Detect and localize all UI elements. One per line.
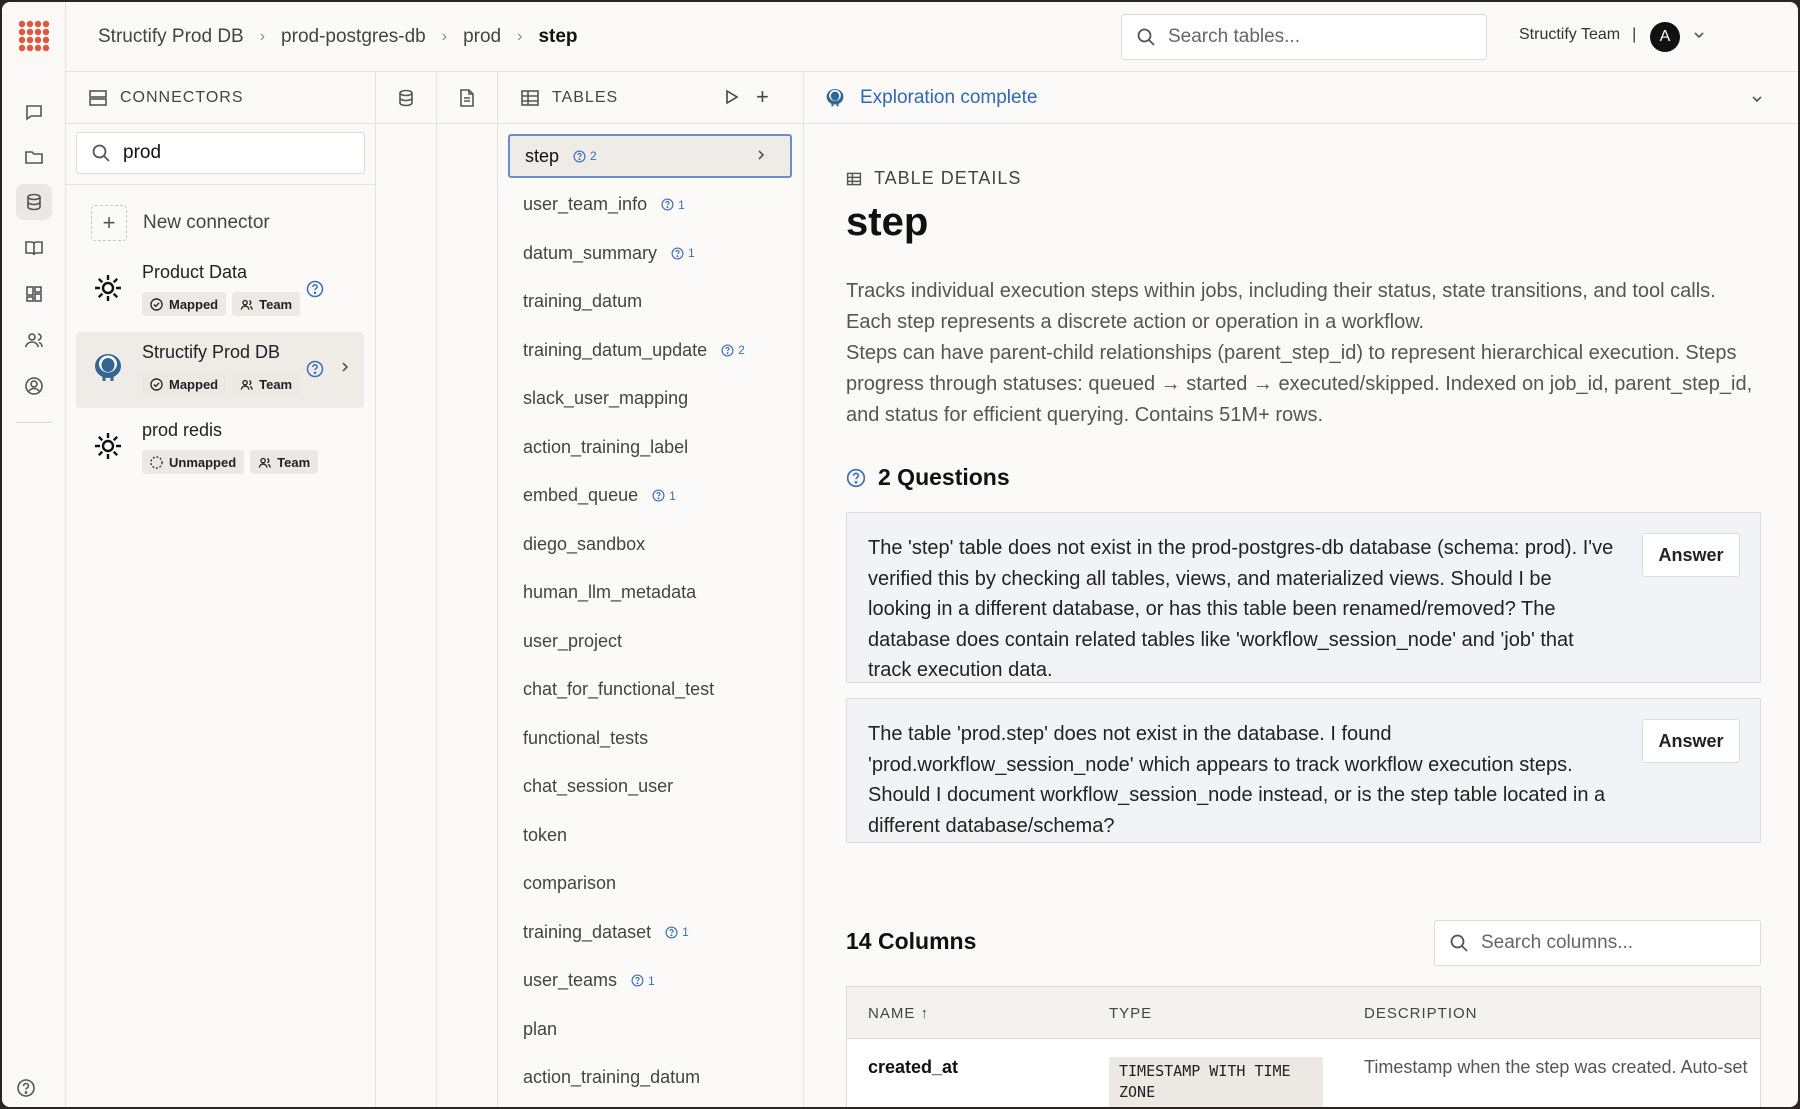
section-label <box>846 168 1021 189</box>
status-label: Mapped <box>169 296 219 312</box>
table-item[interactable] <box>508 522 792 566</box>
table-detail-panel <box>804 72 1798 1107</box>
breadcrumb <box>66 26 578 48</box>
column-header-type: TYPE <box>1109 1005 1153 1022</box>
status-label: Unmapped <box>169 454 237 470</box>
table-item[interactable] <box>508 571 792 615</box>
question-count-value: 2 <box>590 149 597 163</box>
table-name: user_teams <box>523 970 618 990</box>
table-item[interactable] <box>508 765 792 809</box>
scope-label: Team <box>259 296 293 312</box>
table-item[interactable] <box>508 134 792 178</box>
table-name: training_datum <box>523 291 643 311</box>
question-text: The table 'prod.step' does not exist in the database. I found 'prod.workflow_session_node' which appears to track workflow execution steps. Should I document workflow_session_node instead, or is the step table located in a different database/schema? <box>868 723 1606 837</box>
page-title: step <box>846 200 929 244</box>
table-item[interactable] <box>508 183 792 227</box>
tables-panel <box>498 72 804 1107</box>
table-item[interactable] <box>508 862 792 906</box>
question-icon[interactable] <box>306 360 324 383</box>
gear-icon <box>90 428 126 464</box>
question-count-value: 1 <box>648 973 655 988</box>
question-count[interactable] <box>721 343 745 357</box>
question-count-value: 1 <box>678 197 685 212</box>
connector-name: Product Data <box>142 262 248 282</box>
table-item[interactable] <box>508 668 792 712</box>
chevron-right-icon: › <box>259 27 266 45</box>
rail-divider <box>16 422 52 423</box>
breadcrumb-table: step <box>538 25 578 47</box>
avatar[interactable]: A <box>1650 22 1680 52</box>
connector-search-value: prod <box>123 142 162 163</box>
users-icon <box>240 298 253 311</box>
table-name: comparison <box>523 873 617 893</box>
breadcrumb-schema[interactable]: prod <box>463 25 502 47</box>
scope-badge <box>232 372 300 396</box>
table-name: action_training_datum <box>523 1067 701 1087</box>
folder-icon[interactable] <box>16 139 52 175</box>
chevron-right-icon[interactable] <box>338 360 352 379</box>
column-header-name[interactable]: NAME ↑ <box>868 1005 930 1022</box>
play-icon[interactable] <box>722 88 752 111</box>
status-badge <box>142 450 244 474</box>
table-name: datum_summary <box>523 242 658 263</box>
table-name: diego_sandbox <box>523 533 646 554</box>
search-tables-input[interactable] <box>1121 14 1487 60</box>
table-name: chat_session_user <box>523 776 674 796</box>
table-name: training_dataset <box>523 921 652 942</box>
database-column <box>376 72 437 1107</box>
question-card <box>846 698 1761 843</box>
table-item[interactable] <box>508 280 792 324</box>
question-card <box>846 512 1761 683</box>
chevron-right-icon: › <box>517 27 523 45</box>
table-name: user_project <box>523 630 623 651</box>
account-icon[interactable] <box>16 368 52 404</box>
chat-icon[interactable] <box>16 94 52 130</box>
tables-title: TABLES <box>552 88 619 106</box>
team-switcher[interactable] <box>1519 26 1648 44</box>
question-count-value: 2 <box>738 343 745 357</box>
help-icon[interactable] <box>16 1078 36 1103</box>
server-icon <box>88 88 108 108</box>
search-placeholder: Search tables... <box>1168 26 1301 47</box>
table-item[interactable] <box>508 377 792 421</box>
status-badge <box>142 372 226 396</box>
column-name: created_at <box>868 1057 959 1077</box>
table-name: human_llm_metadata <box>523 582 697 602</box>
connectors-title: CONNECTORS <box>120 88 244 106</box>
question-icon <box>573 150 586 163</box>
table-header <box>847 987 1760 1039</box>
question-icon <box>671 247 684 260</box>
tables-header <box>498 72 803 124</box>
chevron-down-icon[interactable] <box>1750 90 1778 112</box>
left-rail <box>2 2 66 1107</box>
table-item[interactable] <box>508 910 792 954</box>
table-name: user_team_info <box>523 194 648 214</box>
table-item[interactable] <box>508 813 792 857</box>
table-item[interactable] <box>508 1007 792 1051</box>
database-icon[interactable] <box>376 72 436 124</box>
table-name: chat_for_functional_test <box>523 679 715 699</box>
question-icon[interactable] <box>306 280 324 303</box>
search-icon <box>91 143 111 163</box>
connector-search-input[interactable] <box>76 132 365 174</box>
columns-table <box>846 986 1761 1109</box>
scope-label: Team <box>277 454 311 470</box>
new-connector-label: New connector <box>143 212 270 233</box>
check-circle-icon <box>150 298 163 311</box>
table-item[interactable] <box>508 231 792 275</box>
table-name: slack_user_mapping <box>523 388 689 408</box>
dashboard-icon[interactable] <box>16 276 52 312</box>
users-icon[interactable] <box>16 322 52 358</box>
column-type: TIMESTAMP WITH TIME ZONE <box>1109 1057 1323 1107</box>
search-icon <box>1136 27 1156 47</box>
check-circle-icon <box>150 378 163 391</box>
table-item[interactable] <box>508 328 792 372</box>
schema-column <box>437 72 498 1107</box>
divider: | <box>1632 26 1637 43</box>
scope-badge <box>232 292 300 316</box>
gear-icon <box>90 270 126 306</box>
answer-button[interactable]: Answer <box>1642 719 1740 763</box>
connectors-panel <box>66 72 376 1107</box>
postgres-icon <box>824 87 846 109</box>
dashed-circle-icon <box>150 456 163 469</box>
question-count[interactable] <box>573 149 597 163</box>
status-badge <box>142 292 226 316</box>
table-item[interactable] <box>508 716 792 760</box>
status-label: Mapped <box>169 376 219 392</box>
scope-label: Team <box>259 376 293 392</box>
add-table-button[interactable]: + <box>756 84 770 109</box>
description-paragraph: Steps can have parent-child relationships (parent_step_id) to represent hierarchical execution. Steps progress through statuses: queued → started → executed/skipped. Indexed on job_id, parent_step_id, and status for efficient querying. Contains 51M+ rows. <box>846 342 1753 426</box>
question-icon <box>846 468 866 488</box>
question-icon <box>631 974 644 987</box>
search-columns-input[interactable] <box>1434 920 1761 966</box>
column-header-description: DESCRIPTION <box>1364 1005 1478 1022</box>
question-count[interactable] <box>631 974 655 988</box>
team-name: Structify Team <box>1519 26 1621 43</box>
questions-heading-text: 2 Questions <box>878 464 1010 490</box>
question-icon <box>665 926 678 939</box>
database-icon[interactable] <box>16 184 52 220</box>
question-count-value: 1 <box>669 488 676 503</box>
exploration-status: Exploration complete <box>860 86 1038 108</box>
plus-icon: + <box>91 205 127 241</box>
table-description <box>846 276 1766 431</box>
question-icon <box>661 198 674 211</box>
table-name: action_training_label <box>523 436 689 457</box>
table-name: training_datum_update <box>523 339 708 360</box>
table-item[interactable] <box>508 959 792 1003</box>
connectors-header <box>66 72 375 124</box>
question-count[interactable] <box>652 489 676 503</box>
chevron-right-icon[interactable] <box>754 146 768 167</box>
question-count-value: 1 <box>682 925 689 939</box>
connector-name: Structify Prod DB <box>142 342 281 362</box>
table-name: embed_queue <box>523 485 639 505</box>
question-icon <box>652 489 665 502</box>
chevron-right-icon: › <box>441 27 448 45</box>
connector-item-prod-redis[interactable] <box>76 410 364 486</box>
table-item[interactable] <box>508 425 792 469</box>
question-count[interactable] <box>665 925 689 939</box>
users-icon <box>240 378 253 391</box>
app-logo-icon[interactable] <box>16 18 52 54</box>
question-text: The 'step' table does not exist in the prod-postgres-db database (schema: prod). I've verified this by checking all tables, views, and materialized views. Should I be looking in a different database, or has this table been renamed/removed? The database does contain related tables like 'workflow_session_node' and 'job' that track execution data. <box>868 537 1614 681</box>
section-label-text: TABLE DETAILS <box>874 168 1022 188</box>
book-icon[interactable] <box>16 230 52 266</box>
question-icon <box>721 344 734 357</box>
connector-item-structify-prod-db[interactable] <box>76 332 364 408</box>
search-icon <box>1449 933 1469 953</box>
table-item[interactable] <box>508 474 792 518</box>
description-paragraph: Tracks individual execution steps within jobs, including their status, state transitions, and tool calls. Each step represents a discrete action or operation in a workflow. <box>846 280 1716 333</box>
table-row[interactable] <box>847 1039 1760 1109</box>
new-connector-button[interactable] <box>66 185 375 241</box>
question-count[interactable] <box>671 246 695 260</box>
table-name: token <box>523 824 568 845</box>
connector-name: prod redis <box>142 420 223 440</box>
users-icon <box>258 456 271 469</box>
scope-badge <box>250 450 318 474</box>
table-name: functional_tests <box>523 727 649 748</box>
table-item[interactable] <box>508 1056 792 1100</box>
connector-item-product-data[interactable] <box>76 252 364 328</box>
question-count[interactable] <box>661 198 685 212</box>
table-name: plan <box>523 1018 558 1039</box>
table-icon <box>520 88 540 108</box>
chevron-down-icon[interactable] <box>1692 28 1706 47</box>
table-name: step <box>525 145 560 166</box>
table-icon <box>846 171 862 187</box>
columns-heading: 14 Columns <box>846 928 977 954</box>
exploration-status-bar[interactable] <box>804 72 1798 124</box>
question-count-value: 1 <box>688 246 695 260</box>
breadcrumb-database[interactable]: prod-postgres-db <box>281 25 426 47</box>
questions-heading <box>846 464 1010 491</box>
postgres-icon <box>90 350 126 386</box>
search-columns-placeholder: Search columns... <box>1481 932 1634 953</box>
breadcrumb-connector[interactable]: Structify Prod DB <box>98 25 244 47</box>
document-icon[interactable] <box>437 72 497 124</box>
answer-button[interactable]: Answer <box>1642 533 1740 577</box>
column-description: Timestamp when the step was created. Auto-set <box>1364 1057 1748 1077</box>
table-item[interactable] <box>508 619 792 663</box>
